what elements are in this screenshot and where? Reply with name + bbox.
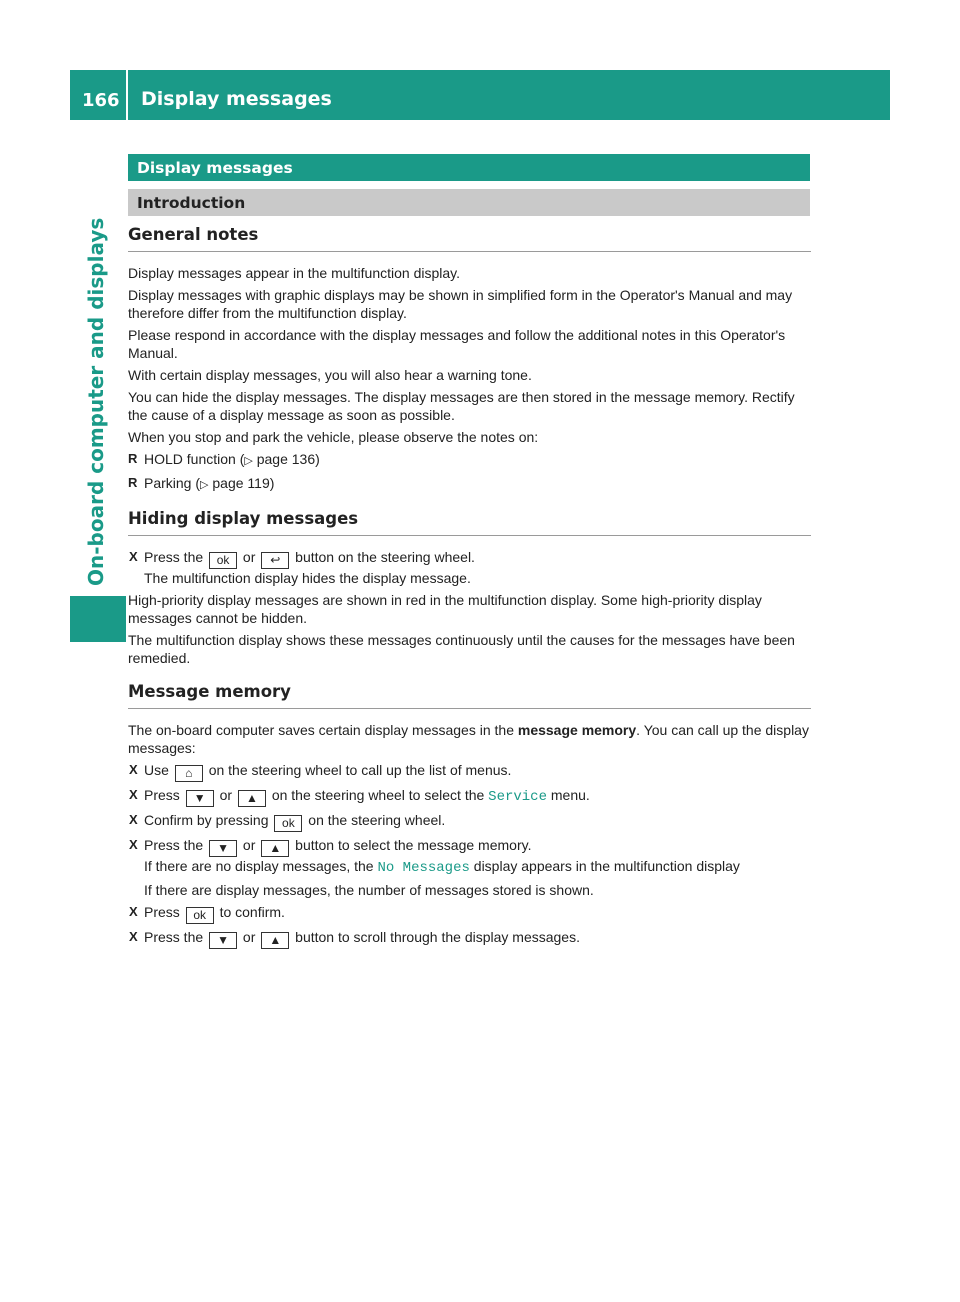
side-chapter-marker [70,596,126,642]
paragraph: With certain display messages, you will also hear a warning tone. [128,367,532,383]
step-text: or [242,837,256,853]
text: The on-board computer saves certain display messages in the [128,722,514,738]
step-text: on the steering wheel to select the [271,787,485,803]
section-title: Display messages [137,159,293,177]
instruction-step [128,928,811,949]
paragraph: Display messages appear in the multifunction display. [128,265,461,281]
list-item [128,450,811,470]
bullet-close: ) [269,475,275,491]
step-text: on the steering wheel. [308,812,446,828]
hiding-body [128,548,811,667]
up-key-icon: ▲ [238,790,266,807]
step-text: Confirm by pressing [144,812,269,828]
list-item [128,474,811,494]
page-ref-arrow-icon: ▷ [200,479,209,491]
paragraph: You can hide the display messages. The display messages are then stored in the message memory. Rectify the cause of a display message as soon as possible. [128,389,795,423]
step-text: Press the [144,549,204,565]
page-header [70,70,890,120]
display-text: No Messages [377,860,470,876]
paragraph [128,721,811,757]
home-key-icon: ⌂ [175,765,203,782]
step-text: button to scroll through the display messages. [295,929,580,945]
section-title-bar [128,154,810,181]
down-key-icon: ▼ [209,932,237,949]
paragraph: Display messages with graphic displays may be shown in simplified form in the Operator's Manual and may therefore differ from the multifunction display. [128,287,793,321]
step-text: or [242,549,256,565]
step-text: Press [144,904,180,920]
header-title: Display messages [141,88,332,110]
paragraph: The multifunction display shows these messages continuously until the causes for the messages have been remedied. [128,632,795,666]
paragraph: High-priority display messages are shown in red in the multifunction display. Some high-priority display messages cannot be hidden. [128,592,762,626]
down-key-icon: ▼ [209,840,237,857]
down-key-icon: ▼ [186,790,214,807]
hiding-heading: Hiding display messages [128,508,811,536]
step-text: Press the [144,837,204,853]
step-text: Press the [144,929,204,945]
general-notes-body [128,264,811,494]
instruction-step [128,836,811,857]
ok-key-icon: ok [186,907,214,924]
step-result: If there are display messages, the number of messages stored is shown. [144,882,594,898]
instruction-step [128,811,811,832]
step-result [128,857,811,877]
paragraph: When you stop and park the vehicle, please observe the notes on: [128,429,539,445]
text: If there are no display messages, the [144,858,374,874]
text: display appears in the multifunction display [473,858,740,874]
display-text: Service [488,789,547,805]
emphasis: message memory [517,722,637,738]
instruction-step [128,548,811,569]
step-text: Press [144,787,180,803]
up-key-icon: ▲ [261,840,289,857]
side-chapter-label: On-board computer and displays [84,217,108,586]
text: . You can call up the display messages: [128,722,809,756]
step-text: on the steering wheel to call up the list of menus. [208,762,512,778]
memory-body [128,721,811,949]
step-text: Use [144,762,169,778]
step-text: button to select the message memory. [295,837,532,853]
instruction-step [128,761,811,782]
page-number: 166 [82,90,120,111]
page-ref-link[interactable]: page 136 [256,451,316,467]
general-notes-heading: General notes [128,224,811,252]
ok-key-icon: ok [209,552,237,569]
step-text: to confirm. [219,904,285,920]
bullet-text: HOLD function ( [144,451,245,467]
bullet-text: Parking ( [144,475,201,491]
instruction-step [128,786,811,807]
step-text: or [219,787,233,803]
ok-key-icon: ok [274,815,302,832]
up-key-icon: ▲ [261,932,289,949]
memory-heading: Message memory [128,681,811,709]
page-ref-arrow-icon: ▷ [244,455,253,467]
page-content [128,224,811,953]
paragraph: Please respond in accordance with the display messages and follow the additional notes in this Operator's Manual. [128,327,786,361]
step-text: button on the steering wheel. [295,549,475,565]
header-divider [126,70,128,120]
step-result: The multifunction display hides the display message. [144,570,471,586]
back-key-icon: ↩ [261,552,289,569]
subsection-title: Introduction [137,194,246,212]
step-text: menu. [550,787,590,803]
page-ref-link[interactable]: page 119 [212,475,270,491]
instruction-step [128,903,811,924]
step-text: or [242,929,256,945]
subsection-title-bar [128,189,810,216]
bullet-close: ) [315,451,320,467]
